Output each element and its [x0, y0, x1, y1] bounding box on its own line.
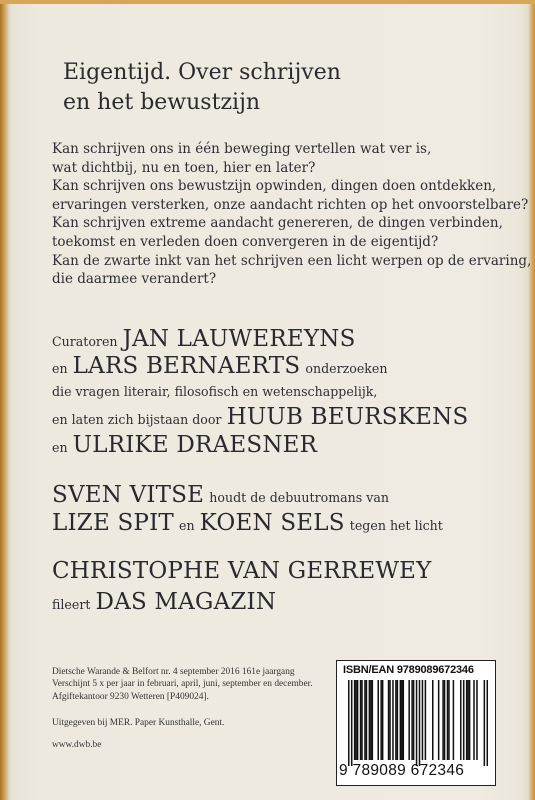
barcode-bar: [473, 680, 475, 760]
barcode-bar: [370, 680, 372, 760]
title-line-2: en het bewustzijn: [63, 90, 261, 115]
imprint-line-2: Verschijnt 5 x per jaar in februari, april, juni, september en december.: [52, 679, 313, 690]
barcode-bar: [403, 680, 405, 760]
barcode-bar: [366, 680, 368, 760]
gerrewey-verb: fileert: [52, 597, 91, 612]
barcode-digits: 9 789089 672346: [339, 762, 465, 779]
intro-line: Kan schrijven ons in één beweging vertellen wat ver is,: [52, 141, 432, 157]
barcode-bar: [469, 680, 471, 760]
curators-line-2: [52, 353, 387, 379]
curators-line-3: die vragen literair, filosofisch en wetenschappelijk,: [52, 384, 378, 399]
barcode-bar: [360, 680, 362, 760]
curators-line-1: [52, 326, 356, 352]
barcode-bar: [392, 680, 394, 760]
barcode-bar: [408, 680, 410, 760]
curators-and: en: [52, 361, 68, 376]
intro-line: ervaringen versterken, onze aandacht richten op het onvoorstelbare?: [52, 196, 529, 213]
barcode-bar: [400, 680, 402, 760]
cover-title: [63, 58, 483, 118]
barcode-bar: [364, 680, 366, 760]
barcode-bar: [380, 680, 382, 760]
barcode-bar: [388, 680, 390, 760]
top-edge: [0, 0, 535, 4]
vitse-line-2: [52, 510, 443, 536]
intro-line: Kan schrijven ons bewustzijn opwinden, dingen doen ontdekken,: [52, 178, 497, 195]
intro-line: die daarmee verandert?: [52, 271, 217, 288]
author-lize-spit: LIZE SPIT: [52, 510, 174, 536]
barcode-bar: [355, 680, 357, 760]
barcode-bar: [476, 680, 478, 760]
intro-line: Kan schrijven extreme aandacht genereren, de dingen verbinden,: [52, 215, 503, 232]
barcode-box: [336, 660, 496, 786]
barcode-bar: [411, 680, 413, 760]
barcode-bar: [416, 680, 418, 766]
author-jan-lauwereyns: JAN LAUWEREYNS: [122, 326, 356, 352]
author-ulrike-draesner: ULRIKE DRAESNER: [72, 432, 318, 458]
barcode-bar: [377, 680, 379, 760]
imprint-line-3: Afgiftekantoor 9230 Wetteren [P409024].: [52, 691, 209, 702]
das-magazin: DAS MAGAZIN: [95, 589, 277, 615]
barcode-bar: [419, 680, 421, 766]
author-lars-bernaerts: LARS BERNAERTS: [72, 353, 301, 379]
gerrewey-line-2: [52, 589, 276, 615]
barcode-bar: [460, 680, 462, 760]
gerrewey-line-1: [52, 558, 432, 584]
curators-line-4: [52, 404, 468, 430]
barcode-bar: [413, 680, 415, 760]
publisher-line: Uitgegeven bij MER. Paper Kunsthalle, Gent.: [52, 718, 225, 728]
barcode-bar: [467, 680, 469, 760]
title-line-1: Eigentijd. Over schrijven: [63, 60, 341, 85]
barcode-bar: [369, 680, 371, 760]
intro-line: wat dichtbij, nu en toen, hier en later?: [52, 159, 316, 176]
curators-line-5: [52, 432, 317, 458]
barcode-bar: [453, 680, 455, 760]
author-koen-sels: KOEN SELS: [199, 510, 345, 536]
barcode-bar: [361, 680, 363, 760]
vitse-and: en: [179, 518, 195, 533]
curators-assist: en laten zich bijstaan door: [52, 412, 222, 427]
barcode-bar: [442, 680, 444, 760]
barcode-bar: [448, 680, 450, 760]
intro-paragraph: [52, 140, 532, 289]
imprint-line-1: Dietsche Warande & Belfort nr. 4 september 2016 161e jaargang: [52, 667, 295, 677]
barcode-bar: [422, 680, 424, 760]
curators-verb: onderzoeken: [305, 361, 388, 376]
intro-line: toekomst en verleden doen convergeren in de eigentijd?: [52, 233, 439, 250]
barcode-bar: [463, 680, 465, 760]
barcode-bar: [484, 680, 486, 766]
barcode-bar: [382, 680, 384, 760]
barcode-bar: [425, 680, 427, 760]
barcode-bar: [438, 680, 440, 760]
intro-line: Kan de zwarte inkt van het schrijven een licht werpen op de ervaring,: [52, 252, 532, 269]
barcode-bar: [348, 680, 350, 766]
barcode-bar: [466, 680, 468, 760]
barcode-bar: [432, 680, 434, 760]
barcode-bar: [372, 680, 374, 760]
barcode-bar: [357, 680, 359, 760]
vitse-text-1: houdt de debuutromans van: [209, 490, 389, 505]
barcode-bar: [351, 680, 353, 766]
author-sven-vitse: SVEN VITSE: [52, 482, 205, 508]
curators-and-2: en: [52, 440, 68, 455]
barcode-bar: [389, 680, 391, 760]
spine-shadow: [0, 0, 12, 800]
barcode-bar: [397, 680, 399, 760]
vitse-line-1: [52, 482, 389, 508]
barcode-bar: [444, 680, 446, 760]
barcode-bar: [401, 680, 403, 760]
barcode-bar: [487, 680, 488, 766]
website-url: www.dwb.be: [52, 740, 102, 750]
imprint: [52, 666, 313, 703]
barcode-bars: [348, 680, 488, 766]
barcode-bar: [395, 680, 397, 760]
barcode-bar: [447, 680, 449, 760]
isbn-label: ISBN/EAN 9789089672346: [343, 664, 474, 676]
barcode-bar: [354, 680, 356, 760]
vitse-text-2: tegen het licht: [349, 518, 443, 533]
curators-prefix: Curatoren: [52, 334, 118, 349]
author-christophe-van-gerrewey: CHRISTOPHE VAN GERREWEY: [52, 558, 432, 584]
author-huub-beurskens: HUUB BEURSKENS: [226, 404, 469, 430]
